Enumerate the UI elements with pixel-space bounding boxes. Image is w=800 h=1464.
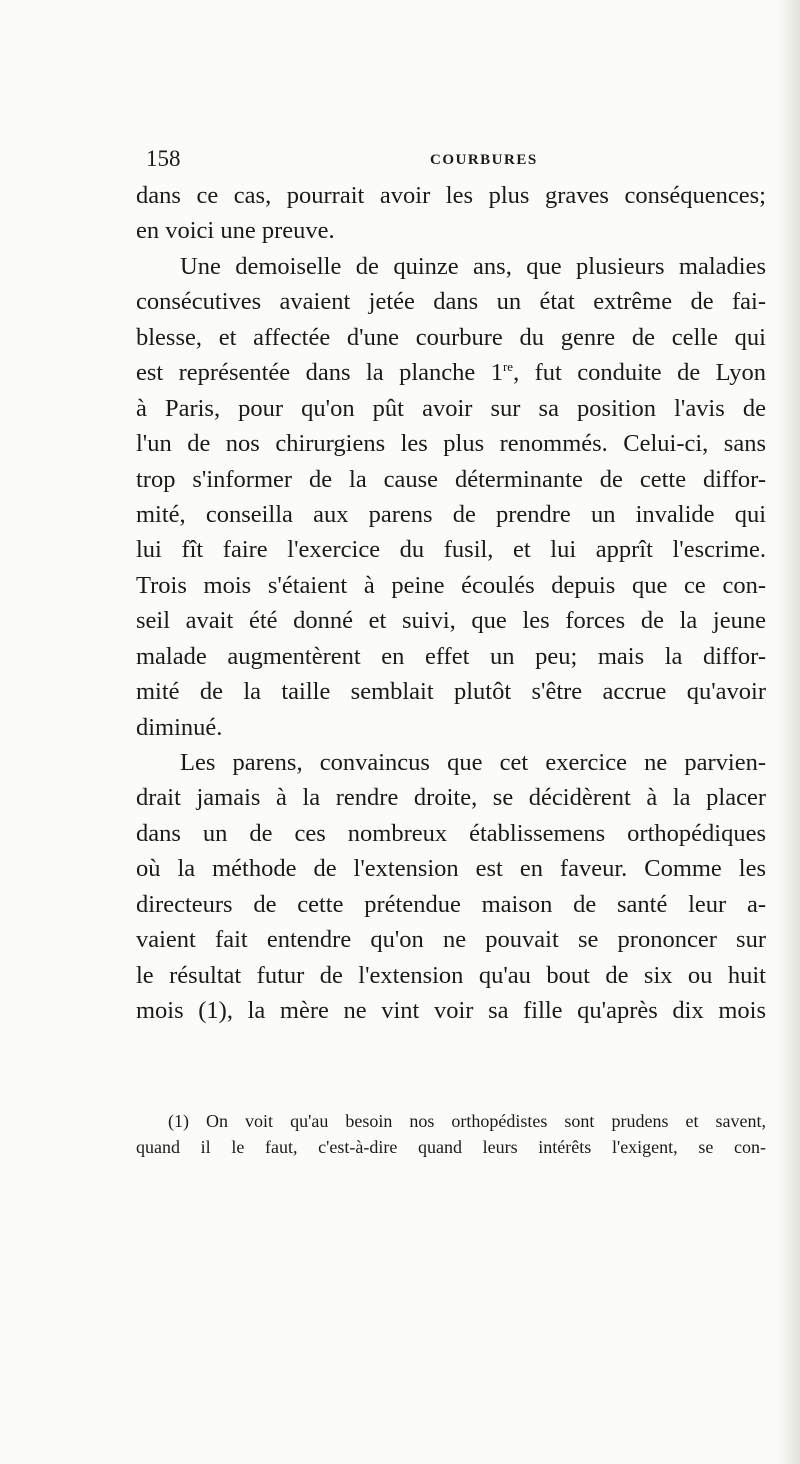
text-line-content: Les parens, convaincus que cet exercice ne parvien- (180, 749, 766, 776)
text-line (136, 674, 766, 709)
page-number: 158 (146, 146, 181, 171)
running-head: COURBURES (430, 152, 538, 168)
text-line-content: est représentée dans la planche 1 (136, 359, 503, 387)
text-line (136, 213, 766, 248)
text-line (136, 532, 766, 567)
text-line (136, 780, 766, 815)
text-line-content: mité de la taille semblait plutôt s'être accrue qu'avoir (136, 678, 766, 706)
text-line (136, 355, 766, 390)
text-line-content: drait jamais à la rendre droite, se décidèrent à la placer (136, 784, 766, 812)
text-line (136, 249, 766, 284)
text-line (136, 922, 766, 957)
text-line-content: vaient fait entendre qu'on ne pouvait se prononcer sur (136, 926, 766, 954)
text-line-content: lui fît faire l'exercice du fusil, et lui apprît l'escrime. (136, 536, 766, 564)
text-line (136, 497, 766, 532)
text-line-content: malade augmentèrent en effet un peu; mais la diffor- (136, 642, 766, 670)
page-edge-shadow (778, 0, 800, 1464)
superscript: re (502, 359, 514, 375)
text-line (136, 710, 766, 745)
text-line-content: seil avait été donné et suivi, que les forces de la jeune (136, 607, 766, 635)
text-line-content: où la méthode de l'extension est en faveur. Comme les (136, 855, 766, 883)
text-line-content: l'un de nos chirurgiens les plus renommés. Celui-ci, sans (136, 430, 766, 458)
text-line (136, 603, 766, 638)
text-line (136, 993, 766, 1028)
text-line (136, 391, 766, 426)
text-line (136, 178, 766, 213)
text-line-content: mité, conseilla aux parens de prendre un invalide qui (136, 500, 766, 528)
footnotes (136, 1108, 766, 1160)
text-line (136, 462, 766, 497)
text-line-content: blesse, et affectée d'une courbure du genre de celle qui (136, 323, 766, 351)
text-line (136, 816, 766, 851)
text-line (136, 639, 766, 674)
text-line-content: en voici une preuve. (136, 217, 335, 245)
text-line-content: consécutives avaient jetée dans un état extrême de fai- (136, 288, 766, 316)
text-line-content: diminué. (136, 713, 223, 741)
text-line (136, 284, 766, 319)
text-line-content: Une demoiselle de quinze ans, que plusieurs maladies (180, 252, 766, 280)
text-line-content: dans ce cas, pourrait avoir les plus graves conséquences; (136, 182, 766, 209)
text-line-content: à Paris, pour qu'on pût avoir sur sa position l'avis de (136, 394, 766, 422)
page-header (146, 146, 646, 172)
footnote-line: quand il le faut, c'est-à-dire quand leurs intérêts l'exigent, se con- (136, 1137, 766, 1157)
text-line-content: le résultat futur de l'extension qu'au bout de six ou huit (136, 961, 766, 989)
text-line (136, 958, 766, 993)
text-line (136, 320, 766, 355)
footnote-line: (1) On voit qu'au besoin nos orthopédistes sont prudens et savent, (168, 1111, 766, 1131)
text-line (136, 851, 766, 886)
text-line-content: Trois mois s'étaient à peine écoulés depuis que ce con- (136, 571, 766, 599)
text-line (136, 887, 766, 922)
text-line-content: directeurs de cette prétendue maison de santé leur a- (136, 890, 766, 918)
text-line (136, 568, 766, 603)
text-line (136, 745, 766, 780)
text-line-tail: , fut conduite de Lyon (513, 359, 766, 387)
body-text (136, 178, 766, 1029)
text-line (136, 426, 766, 461)
text-line-content: mois (1), la mère ne vint voir sa fille qu'après dix mois (136, 997, 766, 1025)
text-line-content: trop s'informer de la cause déterminante de cette diffor- (136, 465, 766, 493)
text-line-content: dans un de ces nombreux établissemens orthopédiques (136, 819, 766, 847)
